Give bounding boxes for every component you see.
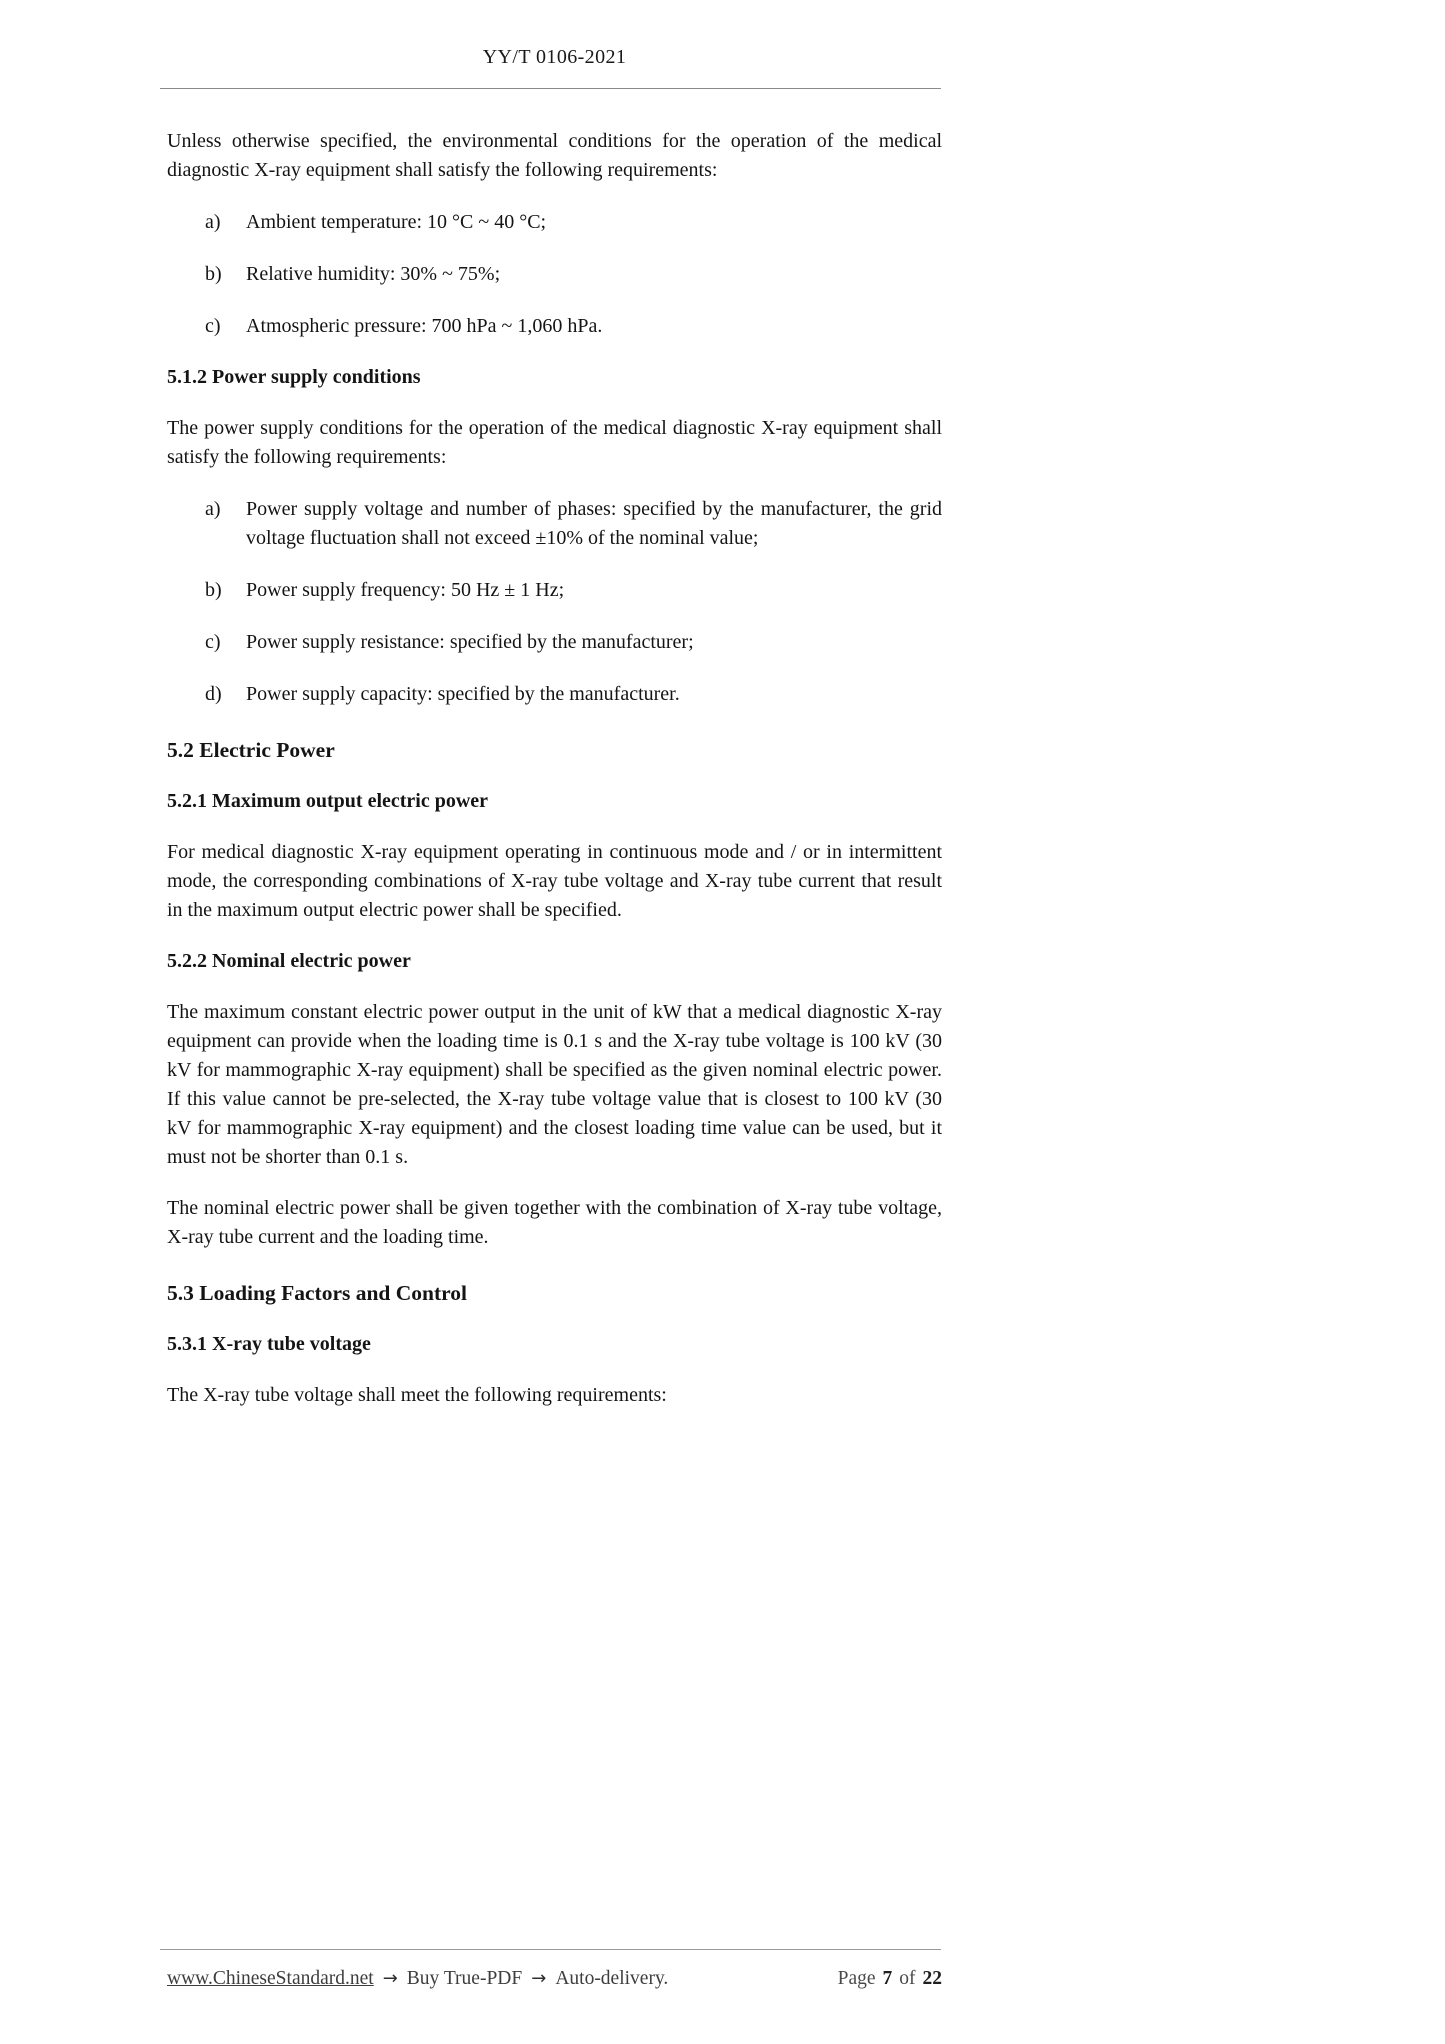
footer-divider — [160, 1949, 941, 1950]
list-item-relative-humidity — [167, 260, 942, 289]
list-item-power-supply-voltage — [167, 495, 942, 553]
subsection-heading-5-1-2: 5.1.2 Power supply conditions — [167, 366, 421, 388]
list-item-text: Ambient temperature: 10 °C ~ 40 °C; — [246, 211, 547, 233]
list-item-power-supply-resistance — [167, 628, 942, 657]
list-item-text: Atmospheric pressure: 700 hPa ~ 1,060 hPa. — [246, 315, 603, 337]
list-marker: c) — [205, 315, 221, 337]
arrow-right-icon: → — [531, 1968, 547, 1989]
list-item-text: Power supply voltage and number of phases: specified by the manufacturer, the grid voltage fluctuation shall not exceed ±10% of the nominal value; — [246, 498, 942, 549]
page-indicator — [838, 1968, 942, 1990]
document-header — [167, 46, 942, 69]
subsection-heading-5-3-1: 5.3.1 X-ray tube voltage — [167, 1333, 371, 1355]
footer-buy-text: Buy True-PDF — [406, 1968, 523, 1989]
page-word: Page — [837, 1968, 876, 1989]
page-footer — [167, 1968, 942, 1990]
list-item-ambient-temperature — [167, 208, 942, 237]
section-heading-5-2: 5.2 Electric Power — [167, 738, 335, 762]
list-item-power-supply-frequency — [167, 576, 942, 605]
arrow-right-icon: → — [382, 1968, 398, 1989]
page-total: 22 — [922, 1968, 942, 1989]
list-marker: d) — [205, 683, 222, 705]
list-item-text: Relative humidity: 30% ~ 75%; — [246, 263, 501, 285]
section-heading-5-3: 5.3 Loading Factors and Control — [167, 1281, 468, 1305]
list-marker: a) — [205, 498, 221, 520]
subsection-heading-5-2-2: 5.2.2 Nominal electric power — [167, 950, 411, 972]
list-item-power-supply-capacity — [167, 680, 942, 709]
list-marker: b) — [205, 579, 222, 601]
page-number: 7 — [882, 1968, 893, 1989]
document-body — [167, 127, 942, 1410]
list-item-text: Power supply resistance: specified by the manufacturer; — [246, 631, 694, 653]
list-marker: c) — [205, 631, 221, 653]
paragraph-nominal-power-combination: The nominal electric power shall be given together with the combination of X-ray tube voltage, X-ray tube current and the loading time. — [167, 1197, 942, 1248]
paragraph-nominal-electric-power: The maximum constant electric power output in the unit of kW that a medical diagnostic X-ray equipment can provide when the loading time is 0.1 s and the X-ray tube voltage is 100 kV (30 kV for mammographic X-ray equipment) shall be specified as the given nominal electric power. If this value cannot be pre-selected, the X-ray tube voltage value that is closest to 100 kV (30 kV for mammographic X-ray equipment) and the closest loading time value can be used, but it must not be shorter than 0.1 s. — [167, 1001, 942, 1168]
of-word: of — [899, 1968, 916, 1989]
header-divider — [160, 88, 941, 89]
footer-delivery-text: Auto-delivery. — [555, 1968, 669, 1989]
list-marker: a) — [205, 211, 221, 233]
subsection-heading-5-2-1: 5.2.1 Maximum output electric power — [167, 790, 489, 812]
paragraph-environment-intro: Unless otherwise specified, the environmental conditions for the operation of the medical diagnostic X-ray equipment shall satisfy the following requirements: — [167, 130, 942, 181]
list-item-text: Power supply capacity: specified by the manufacturer. — [246, 683, 680, 705]
doc-number: YY/T 0106-2021 — [482, 46, 627, 68]
paragraph-tube-voltage-intro: The X-ray tube voltage shall meet the following requirements: — [167, 1384, 667, 1406]
paragraph-power-supply-intro: The power supply conditions for the operation of the medical diagnostic X-ray equipment shall satisfy the following requirements: — [167, 417, 942, 468]
website-link[interactable]: www.ChineseStandard.net — [167, 1968, 374, 1989]
footer-source-line — [167, 1968, 668, 1990]
list-marker: b) — [205, 263, 222, 285]
paragraph-maximum-output: For medical diagnostic X-ray equipment operating in continuous mode and / or in intermittent mode, the corresponding combinations of X-ray tube voltage and X-ray tube current that result in the maximum output electric power shall be specified. — [167, 841, 942, 921]
list-item-text: Power supply frequency: 50 Hz ± 1 Hz; — [246, 579, 565, 601]
list-item-atmospheric-pressure — [167, 312, 942, 341]
